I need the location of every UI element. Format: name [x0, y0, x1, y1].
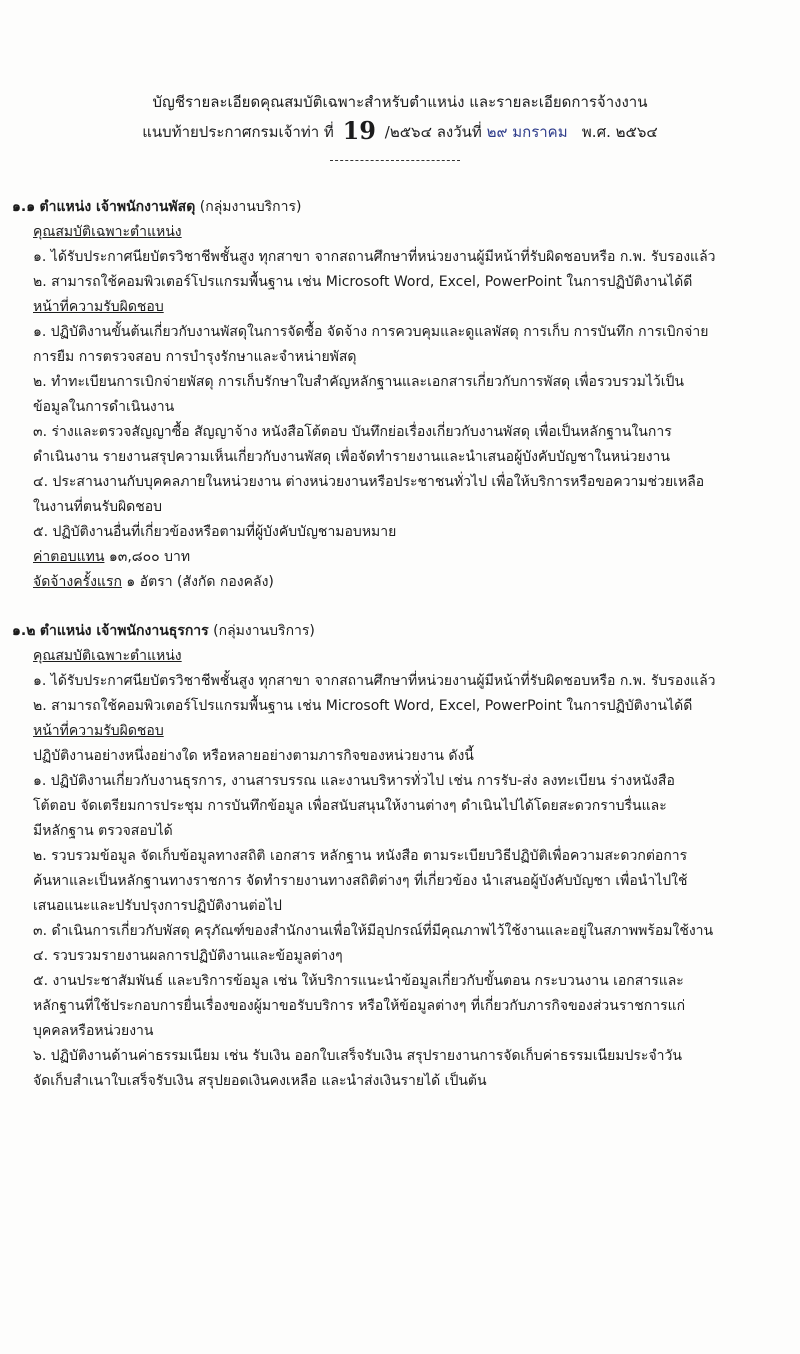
duty-item: [0, 894, 800, 919]
announcement-reference: [0, 116, 800, 145]
duty-item: [0, 345, 800, 370]
duty-text: ๒. รวบรวมข้อมูล จัดเก็บข้อมูลทางสถิติ เอกสาร หลักฐาน หนังสือ ตามระเบียบวิธีปฏิบัติเพื่อความสะดวกต่อการ: [33, 848, 688, 864]
qualifications-heading: [0, 644, 800, 669]
duty-item: [0, 844, 800, 869]
section-number: ๑.๑: [12, 199, 36, 215]
duty-item: [0, 395, 800, 420]
duty-text: ๒. ทำทะเบียนการเบิกจ่ายพัสดุ การเก็บรักษาใบสำคัญหลักฐานและเอกสารเกี่ยวกับการพัสดุ เพื่อรวบรวมไว้เป็น: [33, 374, 684, 390]
compensation: [0, 545, 800, 570]
duty-text: ค้นหาและเป็นหลักฐานทางราชการ จัดทำรายงานทางสถิติต่างๆ ที่เกี่ยวข้อง นำเสนอผู้บังคับบัญชา เพื่อนำไปใช้: [33, 873, 688, 889]
duty-item: [0, 869, 800, 894]
duty-text: ๕. งานประชาสัมพันธ์ และบริการข้อมูล เช่น ให้บริการแนะนำข้อมูลเกี่ยวกับขั้นตอน กระบวนงาน เอกสารและ: [33, 973, 684, 989]
duty-item: [0, 794, 800, 819]
duty-text: ๕. ปฏิบัติงานอื่นที่เกี่ยวข้องหรือตามที่ผู้บังคับบัญชามอบหมาย: [33, 524, 397, 540]
announcement-year: /๒๕๖๔ ลงวันที่: [384, 123, 482, 141]
qualification-item: [0, 245, 800, 270]
duty-text: ๓. ร่างและตรวจสัญญาซื้อ สัญญาจ้าง หนังสือโต้ตอบ บันทึกย่อเรื่องเกี่ยวกับงานพัสดุ เพื่อเป็นหลักฐานในการ: [33, 424, 672, 440]
duties-heading: [0, 295, 800, 320]
duty-text: เสนอแนะและปรับปรุงการปฏิบัติงานต่อไป: [33, 898, 282, 914]
duty-item: [0, 994, 800, 1019]
duty-item: [0, 445, 800, 470]
announcement-month: มกราคม: [512, 123, 568, 141]
duty-text: บุคคลหรือหน่วยงาน: [33, 1023, 154, 1039]
duty-item: [0, 819, 800, 844]
initial-hiring: [0, 570, 800, 595]
duty-text: ๔. รวบรวมรายงานผลการปฏิบัติงานและข้อมูลต่างๆ: [33, 948, 343, 964]
qualification-item: [0, 669, 800, 694]
hiring-value: ๑ อัตรา (สังกัด กองคลัง): [126, 574, 274, 590]
position-title: ตำแหน่ง เจ้าพนักงานธุรการ: [39, 623, 209, 639]
qualification-text: ๒. สามารถใช้คอมพิวเตอร์โปรแกรมพื้นฐาน เช่น Microsoft Word, Excel, PowerPoint ในการปฏิบัติงานได้ดี: [33, 698, 693, 714]
duty-text: โต้ตอบ จัดเตรียมการประชุม การบันทึกข้อมูล เพื่อสนับสนุนให้งานต่างๆ ดำเนินไปได้โดยสะดวกราบรื่นและ: [33, 798, 667, 814]
document-title: บัญชีรายละเอียดคุณสมบัติเฉพาะสำหรับตำแหน่ง และรายละเอียดการจ้างงาน: [152, 93, 648, 111]
duty-item: [0, 769, 800, 794]
compensation-value: ๑๓,๘๐๐ บาท: [108, 549, 191, 565]
duty-text: ๓. ดำเนินการเกี่ยวกับพัสดุ ครุภัณฑ์ของสำนักงานเพื่อให้มีอุปกรณ์ที่มีคุณภาพไว้ใช้งานและอยู่ในสภาพพร้อมใช้งาน: [33, 923, 714, 939]
duty-text: ดำเนินงาน รายงานสรุปความเห็นเกี่ยวกับงานพัสดุ เพื่อจัดทำรายงานและนำเสนอผู้บังคับบัญชาในหน่วยงาน: [33, 449, 670, 465]
announcement-prefix: แนบท้ายประกาศกรมเจ้าท่า ที่: [142, 123, 334, 141]
document-body: [0, 195, 800, 1094]
duty-item: [0, 520, 800, 545]
duty-text: จัดเก็บสำเนาใบเสร็จรับเงิน สรุปยอดเงินคงเหลือ และนำส่งเงินรายได้ เป็นต้น: [33, 1073, 487, 1089]
duties-intro-text: ปฏิบัติงานอย่างหนึ่งอย่างใด หรือหลายอย่างตามภารกิจของหน่วยงาน ดังนี้: [33, 748, 474, 764]
duty-item: [0, 1044, 800, 1069]
qualifications-label: คุณสมบัติเฉพาะตำแหน่ง: [33, 648, 182, 664]
announcement-day: ๒๙: [486, 123, 508, 141]
duty-text: ในงานที่ตนรับผิดชอบ: [33, 499, 163, 515]
duty-item: [0, 495, 800, 520]
duties-label: หน้าที่ความรับผิดชอบ: [33, 299, 164, 315]
section-heading: [0, 195, 800, 220]
qualifications-heading: [0, 220, 800, 245]
duty-item: [0, 420, 800, 445]
section-heading: [0, 619, 800, 644]
duty-item: [0, 1019, 800, 1044]
duty-item: [0, 320, 800, 345]
duties-heading: [0, 719, 800, 744]
announcement-number: 19: [342, 116, 376, 145]
duty-text: ๑. ปฏิบัติงานเกี่ยวกับงานธุรการ, งานสารบรรณ และงานบริหารทั่วไป เช่น การรับ-ส่ง ลงทะเบียน ร่างหนังสือ: [33, 773, 675, 789]
divider: [330, 160, 460, 161]
compensation-label: ค่าตอบแทน: [33, 549, 105, 565]
duties-label: หน้าที่ความรับผิดชอบ: [33, 723, 164, 739]
duty-item: [0, 944, 800, 969]
qualification-text: ๑. ได้รับประกาศนียบัตรวิชาชีพชั้นสูง ทุกสาขา จากสถานศึกษาที่หน่วยงานผู้มีหน้าที่รับผิดชอบหรือ ก.พ. รับรองแล้ว: [33, 673, 716, 689]
duties-intro: [0, 744, 800, 769]
qualifications-label: คุณสมบัติเฉพาะตำแหน่ง: [33, 224, 182, 240]
duty-text: ๔. ประสานงานกับบุคคลภายในหน่วยงาน ต่างหน่วยงานหรือประชาชนทั่วไป เพื่อให้บริการหรือขอความช่วยเหลือ: [33, 474, 705, 490]
duty-text: ๖. ปฏิบัติงานด้านค่าธรรมเนียม เช่น รับเงิน ออกใบเสร็จรับเงิน สรุปรายงานการจัดเก็บค่าธรรมเนียมประจำวัน: [33, 1048, 682, 1064]
qualification-item: [0, 270, 800, 295]
qualification-item: [0, 694, 800, 719]
duty-text: ข้อมูลในการดำเนินงาน: [33, 399, 175, 415]
section-number: ๑.๒: [12, 623, 36, 639]
hiring-label: จัดจ้างครั้งแรก: [33, 574, 122, 590]
duty-text: ๑. ปฏิบัติงานขั้นต้นเกี่ยวกับงานพัสดุในการจัดซื้อ จัดจ้าง การควบคุมและดูแลพัสดุ การเก็บ การบันทึก การเบิกจ่าย: [33, 324, 709, 340]
duty-item: [0, 370, 800, 395]
position-group: (กลุ่มงานบริการ): [213, 623, 315, 639]
duty-item: [0, 470, 800, 495]
qualification-text: ๒. สามารถใช้คอมพิวเตอร์โปรแกรมพื้นฐาน เช่น Microsoft Word, Excel, PowerPoint ในการปฏิบัติงานได้ดี: [33, 274, 693, 290]
duty-text: การยืม การตรวจสอบ การบำรุงรักษาและจำหน่ายพัสดุ: [33, 349, 357, 365]
duty-text: มีหลักฐาน ตรวจสอบได้: [33, 823, 173, 839]
qualification-text: ๑. ได้รับประกาศนียบัตรวิชาชีพชั้นสูง ทุกสาขา จากสถานศึกษาที่หน่วยงานผู้มีหน้าที่รับผิดชอบหรือ ก.พ. รับรองแล้ว: [33, 249, 716, 265]
announcement-era: พ.ศ. ๒๕๖๔: [581, 123, 658, 141]
duty-text: หลักฐานที่ใช้ประกอบการยื่นเรื่องของผู้มาขอรับบริการ หรือให้ข้อมูลต่างๆ ที่เกี่ยวกับภารกิจของส่วนราชการแก่: [33, 998, 686, 1014]
section-gap: [0, 595, 800, 619]
duty-item: [0, 919, 800, 944]
duty-item: [0, 969, 800, 994]
duty-item: [0, 1069, 800, 1094]
position-title: ตำแหน่ง เจ้าพนักงานพัสดุ: [39, 199, 196, 215]
position-group: (กลุ่มงานบริการ): [199, 199, 302, 215]
